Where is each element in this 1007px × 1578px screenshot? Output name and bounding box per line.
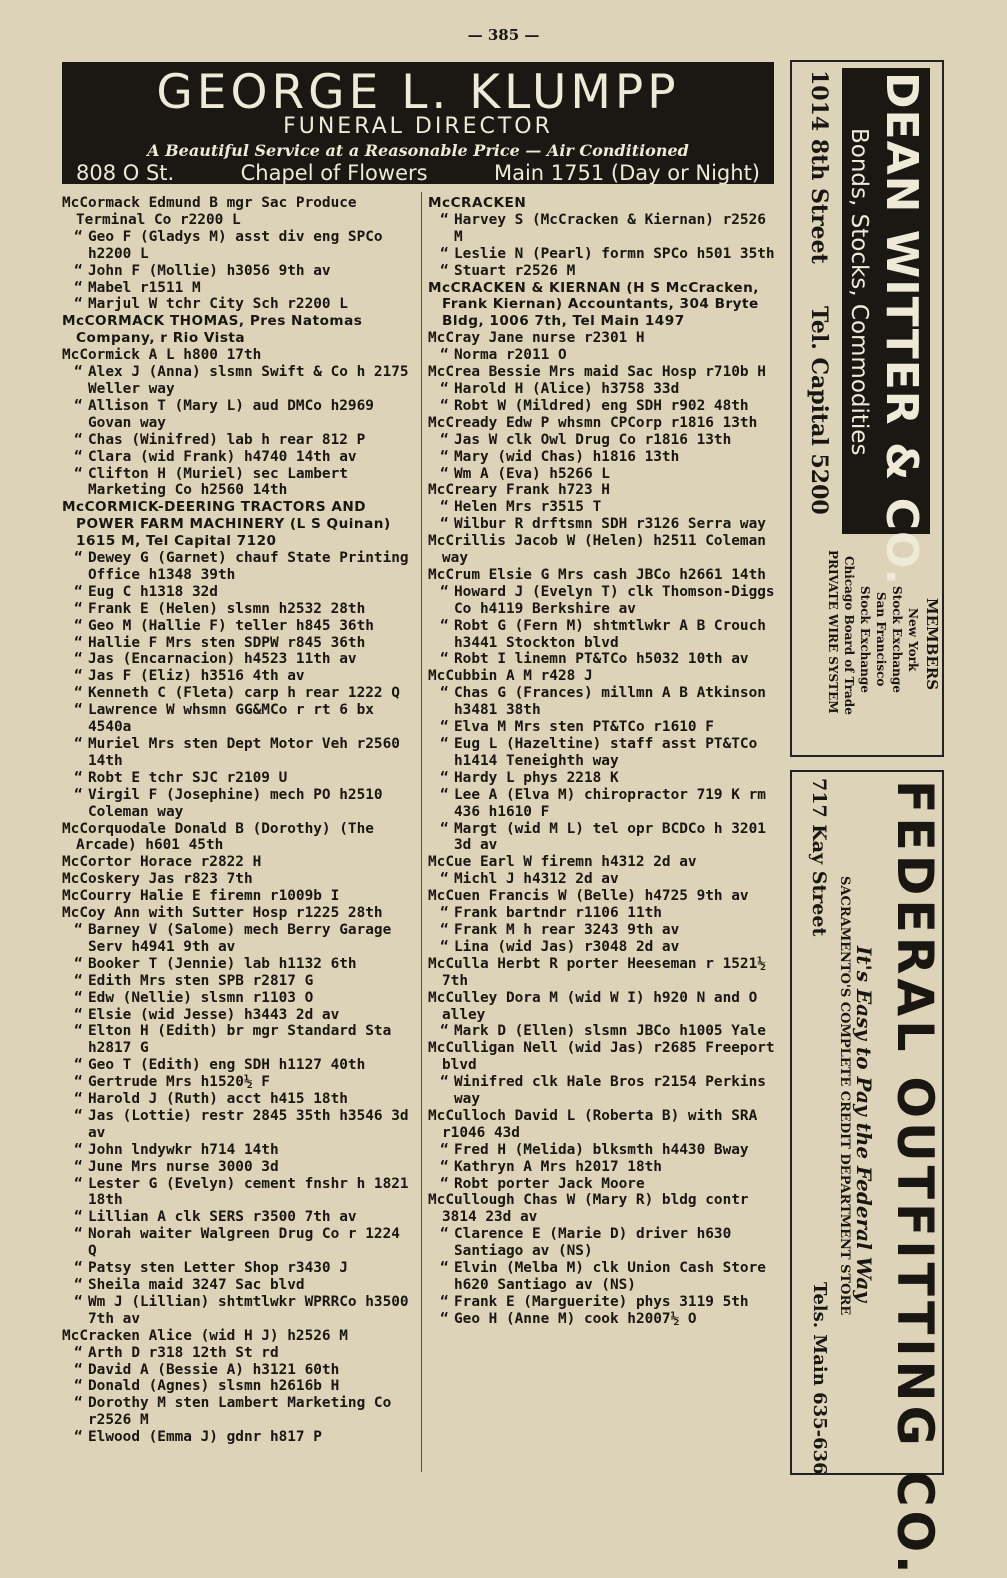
directory-sub-entry: “ Wm J (Lillian) shtmtlwkr WPRRCo h3500 7th av bbox=[62, 1294, 414, 1328]
directory-sub-entry: “ Frank E (Marguerite) phys 3119 5th bbox=[428, 1294, 782, 1311]
directory-sub-entry: “ Alex J (Anna) slsmn Swift & Co h 2175 Weller way bbox=[62, 364, 414, 398]
directory-surname-entry: McCoskery Jas r823 7th bbox=[62, 871, 253, 888]
directory-sub-entry: “ Elvin (Melba M) clk Union Cash Store h620 Santiago av (NS) bbox=[428, 1260, 782, 1294]
directory-sub-entry: “ Eug C h1318 32d bbox=[62, 584, 414, 601]
directory-sub-entry: “ David A (Bessie A) h3121 60th bbox=[62, 1362, 414, 1379]
ad-business-title: FUNERAL DIRECTOR bbox=[283, 114, 553, 139]
federal-address: 717 Kay Street bbox=[808, 778, 830, 937]
directory-sub-entry: “ Eug L (Hazeltine) staff asst PT&TCo h1414 Teneighth way bbox=[428, 736, 782, 770]
directory-sub-entry: “ Elva M Mrs sten PT&TCo r1610 F bbox=[428, 719, 782, 736]
directory-sub-entry: “ Lina (wid Jas) r3048 2d av bbox=[428, 939, 782, 956]
directory-sub-entry: “ Geo T (Edith) eng SDH h1127 40th bbox=[62, 1057, 414, 1074]
directory-sub-entry: “ Jas (Encarnacion) h4523 11th av bbox=[62, 651, 414, 668]
directory-sub-entry: “ Clara (wid Frank) h4740 14th av bbox=[62, 449, 414, 466]
directory-sub-entry: “ Howard J (Evelyn T) clk Thomson-Diggs Co h4119 Berkshire av bbox=[428, 584, 782, 618]
directory-surname-entry: McCuen Francis W (Belle) h4725 9th av bbox=[428, 888, 749, 905]
directory-surname-entry: McCRACKEN bbox=[428, 195, 527, 211]
right-column bbox=[428, 195, 782, 1328]
directory-sub-entry: “ Mabel r1511 M bbox=[62, 280, 414, 297]
directory-sub-entry: “ Helen Mrs r3515 T bbox=[428, 499, 782, 516]
directory-sub-entry: “ Winifred clk Hale Bros r2154 Perkins way bbox=[428, 1074, 782, 1108]
directory-sub-entry: “ Harold J (Ruth) acct h415 18th bbox=[62, 1091, 414, 1108]
directory-sub-entry: “ Kathryn A Mrs h2017 18th bbox=[428, 1159, 782, 1176]
directory-sub-entry: “ Frank bartndr r1106 11th bbox=[428, 905, 782, 922]
dean-witter-address: 1014 8th Street bbox=[806, 70, 832, 264]
ad-chapel: Chapel of Flowers bbox=[240, 161, 428, 185]
directory-sub-entry: “ Patsy sten Letter Shop r3430 J bbox=[62, 1260, 414, 1277]
directory-sub-entry: “ Hardy L phys 2218 K bbox=[428, 770, 782, 787]
directory-surname-entry: McCrea Bessie Mrs maid Sac Hosp r710b H bbox=[428, 364, 766, 381]
directory-sub-entry: “ Allison T (Mary L) aud DMCo h2969 Govan way bbox=[62, 398, 414, 432]
directory-sub-entry: “ Muriel Mrs sten Dept Motor Veh r2560 14th bbox=[62, 736, 414, 770]
directory-sub-entry: “ Mark D (Ellen) slsmn JBCo h1005 Yale bbox=[428, 1023, 782, 1040]
directory-sub-entry: “ Robt W (Mildred) eng SDH r902 48th bbox=[428, 398, 782, 415]
directory-sub-entry: “ Frank E (Helen) slsmn h2532 28th bbox=[62, 601, 414, 618]
directory-sub-entry: “ Edw (Nellie) slsmn r1103 O bbox=[62, 990, 414, 1007]
directory-sub-entry: “ Elsie (wid Jesse) h3443 2d av bbox=[62, 1007, 414, 1024]
directory-sub-entry: “ John lndywkr h714 14th bbox=[62, 1142, 414, 1159]
directory-sub-entry: “ Hallie F Mrs sten SDPW r845 36th bbox=[62, 635, 414, 652]
directory-surname-entry: McCray Jane nurse r2301 H bbox=[428, 330, 645, 347]
directory-sub-entry: “ Robt porter Jack Moore bbox=[428, 1176, 782, 1193]
directory-surname-entry: McCortor Horace r2822 H bbox=[62, 854, 262, 871]
left-column bbox=[62, 195, 418, 1446]
funeral-director-ad bbox=[62, 62, 774, 184]
directory-surname-entry: McCue Earl W firemn h4312 2d av bbox=[428, 854, 697, 871]
directory-surname-entry: McCORMICK-DEERING TRACTORS AND POWER FARM MACHINERY (L S Quinan) 1615 M, Tel Capital 7120 bbox=[62, 499, 396, 550]
directory-sub-entry: “ Robt G (Fern M) shtmtlwkr A B Crouch h3441 Stockton blvd bbox=[428, 618, 782, 652]
directory-surname-entry: McCorquodale Donald B (Dorothy) (The Arcade) h601 45th bbox=[62, 820, 383, 854]
directory-surname-entry: McCulley Dora M (wid W I) h920 N and O alley bbox=[428, 989, 766, 1023]
directory-sub-entry: “ Stuart r2526 M bbox=[428, 263, 782, 280]
member-5: Chicago Board of Trade bbox=[842, 556, 856, 715]
directory-sub-entry: “ Norma r2011 O bbox=[428, 347, 782, 364]
directory-sub-entry: “ Geo M (Hallie F) teller h845 36th bbox=[62, 618, 414, 635]
directory-sub-entry: “ Clarence E (Marie D) driver h630 Santiago av (NS) bbox=[428, 1226, 782, 1260]
directory-sub-entry: “ Mary (wid Chas) h1816 13th bbox=[428, 449, 782, 466]
directory-surname-entry: McCORMACK THOMAS, Pres Natomas Company, r Rio Vista bbox=[62, 313, 368, 347]
directory-surname-entry: McCulligan Nell (wid Jas) r2685 Freeport blvd bbox=[428, 1040, 784, 1074]
directory-surname-entry: McCreary Frank h723 H bbox=[428, 482, 610, 499]
directory-sub-entry: “ Harvey S (McCracken & Kiernan) r2526 M bbox=[428, 212, 782, 246]
directory-sub-entry: “ Leslie N (Pearl) formn SPCo h501 35th bbox=[428, 246, 782, 263]
directory-sub-entry: “ Sheila maid 3247 Sac blvd bbox=[62, 1277, 414, 1294]
directory-sub-entry: “ Geo H (Anne M) cook h2007½ O bbox=[428, 1311, 782, 1328]
member-3: San Francisco bbox=[874, 592, 888, 687]
directory-sub-entry: “ Donald (Agnes) slsmn h2616b H bbox=[62, 1378, 414, 1395]
directory-sub-entry: “ Elton H (Edith) br mgr Standard Sta h2817 G bbox=[62, 1023, 414, 1057]
directory-sub-entry: “ Virgil F (Josephine) mech PO h2510 Coleman way bbox=[62, 787, 414, 821]
directory-sub-entry: “ Margt (wid M L) tel opr BCDCo h 3201 3d av bbox=[428, 821, 782, 855]
directory-sub-entry: “ Wilbur R drftsmn SDH r3126 Serra way bbox=[428, 516, 782, 533]
directory-sub-entry: “ Jas F (Eliz) h3516 4th av bbox=[62, 668, 414, 685]
directory-sub-entry: “ Geo F (Gladys M) asst div eng SPCo h2200 L bbox=[62, 229, 414, 263]
directory-sub-entry: “ Norah waiter Walgreen Drug Co r 1224 Q bbox=[62, 1226, 414, 1260]
directory-surname-entry: McCubbin A M r428 J bbox=[428, 668, 593, 685]
dean-witter-name: DEAN WITTER & CO. bbox=[876, 72, 927, 587]
directory-surname-entry: McCrum Elsie G Mrs cash JBCo h2661 14th bbox=[428, 566, 766, 583]
ad-business-name: GEORGE L. KLUMPP bbox=[156, 65, 680, 120]
directory-sub-entry: “ John F (Mollie) h3056 9th av bbox=[62, 263, 414, 280]
directory-surname-entry: McCulloch David L (Roberta B) with SRA r1046 43d bbox=[428, 1107, 766, 1141]
directory-sub-entry: “ Elwood (Emma J) gdnr h817 P bbox=[62, 1429, 414, 1446]
directory-surname-entry: McCoy Ann with Sutter Hosp r1225 28th bbox=[62, 905, 383, 922]
directory-sub-entry: “ Marjul W tchr City Sch r2200 L bbox=[62, 296, 414, 313]
ad-contact-line bbox=[62, 161, 774, 185]
directory-surname-entry: McCormick A L h800 17th bbox=[62, 347, 262, 364]
directory-sub-entry: “ Robt E tchr SJC r2109 U bbox=[62, 770, 414, 787]
directory-sub-entry: “ Clifton H (Muriel) sec Lambert Marketing Co h2560 14th bbox=[62, 466, 414, 500]
directory-sub-entry: “ Jas W clk Owl Drug Co r1816 13th bbox=[428, 432, 782, 449]
page-number: — 385 — bbox=[467, 26, 540, 44]
federal-subtitle: SACRAMENTO'S COMPLETE CREDIT DEPARTMENT STORE bbox=[837, 876, 852, 1316]
directory-surname-entry: McCullough Chas W (Mary R) bldg contr 3814 23d av bbox=[428, 1192, 758, 1226]
directory-sub-entry: “ Jas (Lottie) restr 2845 35th h3546 3d av bbox=[62, 1108, 414, 1142]
member-2: Stock Exchange bbox=[890, 586, 904, 693]
directory-sub-entry: “ Dorothy M sten Lambert Marketing Co r2526 M bbox=[62, 1395, 414, 1429]
directory-sub-entry: “ Lester G (Evelyn) cement fnshr h 1821 18th bbox=[62, 1176, 414, 1210]
directory-sub-entry: “ Frank M h rear 3243 9th av bbox=[428, 922, 782, 939]
ad-phone: Main 1751 (Day or Night) bbox=[493, 161, 760, 185]
directory-surname-entry: McCulla Herbt R porter Heeseman r 1521½ 7th bbox=[428, 955, 775, 989]
directory-surname-entry: McCracken Alice (wid H J) h2526 M bbox=[62, 1327, 348, 1344]
dean-witter-phone: Tel. Capital 5200 bbox=[806, 306, 832, 515]
directory-sub-entry: “ Wm A (Eva) h5266 L bbox=[428, 466, 782, 483]
ad-address: 808 O St. bbox=[76, 161, 175, 185]
member-6: PRIVATE WIRE SYSTEM bbox=[826, 550, 840, 714]
directory-sub-entry: “ Chas (Winifred) lab h rear 812 P bbox=[62, 432, 414, 449]
column-divider bbox=[421, 192, 422, 1472]
directory-sub-entry: “ Gertrude Mrs h1520½ F bbox=[62, 1074, 414, 1091]
members-heading: MEMBERS bbox=[923, 598, 941, 691]
federal-name: FEDERAL OUTFITTING CO. bbox=[886, 780, 944, 1578]
ad-slogan: A Beautiful Service at a Reasonable Price — Air Conditioned bbox=[147, 141, 689, 160]
federal-phones: Tels. Main 635-636 bbox=[809, 1282, 830, 1475]
directory-surname-entry: McCRACKEN & KIERNAN (H S McCracken, Frank Kiernan) Accountants, 304 Bryte Bldg, 1006 7th, Tel Main 1497 bbox=[428, 279, 765, 330]
directory-surname-entry: McCormack Edmund B mgr Sac Produce Terminal Co r2200 L bbox=[62, 195, 366, 228]
member-4: Stock Exchange bbox=[858, 586, 872, 693]
directory-sub-entry: “ Lawrence W whsmn GG&MCo r rt 6 bx 4540a bbox=[62, 702, 414, 736]
directory-sub-entry: “ Fred H (Melida) blksmth h4430 Bway bbox=[428, 1142, 782, 1159]
directory-sub-entry: “ Lillian A clk SERS r3500 7th av bbox=[62, 1209, 414, 1226]
directory-sub-entry: “ Harold H (Alice) h3758 33d bbox=[428, 381, 782, 398]
directory-sub-entry: “ Dewey G (Garnet) chauf State Printing Office h1348 39th bbox=[62, 550, 414, 584]
directory-sub-entry: “ Lee A (Elva M) chiropractor 719 K rm 436 h1610 F bbox=[428, 787, 782, 821]
directory-sub-entry: “ Chas G (Frances) millmn A B Atkinson h3481 38th bbox=[428, 685, 782, 719]
directory-sub-entry: “ Michl J h4312 2d av bbox=[428, 871, 782, 888]
dean-witter-tagline: Bonds, Stocks, Commodities bbox=[846, 128, 872, 456]
directory-sub-entry: “ Robt I linemn PT&TCo h5032 10th av bbox=[428, 651, 782, 668]
directory-sub-entry: “ Barney V (Salome) mech Berry Garage Serv h4941 9th av bbox=[62, 922, 414, 956]
directory-surname-entry: McCrillis Jacob W (Helen) h2511 Coleman way bbox=[428, 533, 775, 567]
directory-surname-entry: McCready Edw P whsmn CPCorp r1816 13th bbox=[428, 414, 758, 431]
directory-sub-entry: “ June Mrs nurse 3000 3d bbox=[62, 1159, 414, 1176]
federal-slogan: It's Easy to Pay the Federal Way bbox=[852, 946, 876, 1302]
directory-sub-entry: “ Kenneth C (Fleta) carp h rear 1222 Q bbox=[62, 685, 414, 702]
directory-sub-entry: “ Arth D r318 12th St rd bbox=[62, 1345, 414, 1362]
directory-sub-entry: “ Booker T (Jennie) lab h1132 6th bbox=[62, 956, 414, 973]
directory-sub-entry: “ Edith Mrs sten SPB r2817 G bbox=[62, 973, 414, 990]
member-1: New York bbox=[906, 608, 920, 672]
directory-surname-entry: McCourry Halie E firemn r1009b I bbox=[62, 888, 340, 905]
